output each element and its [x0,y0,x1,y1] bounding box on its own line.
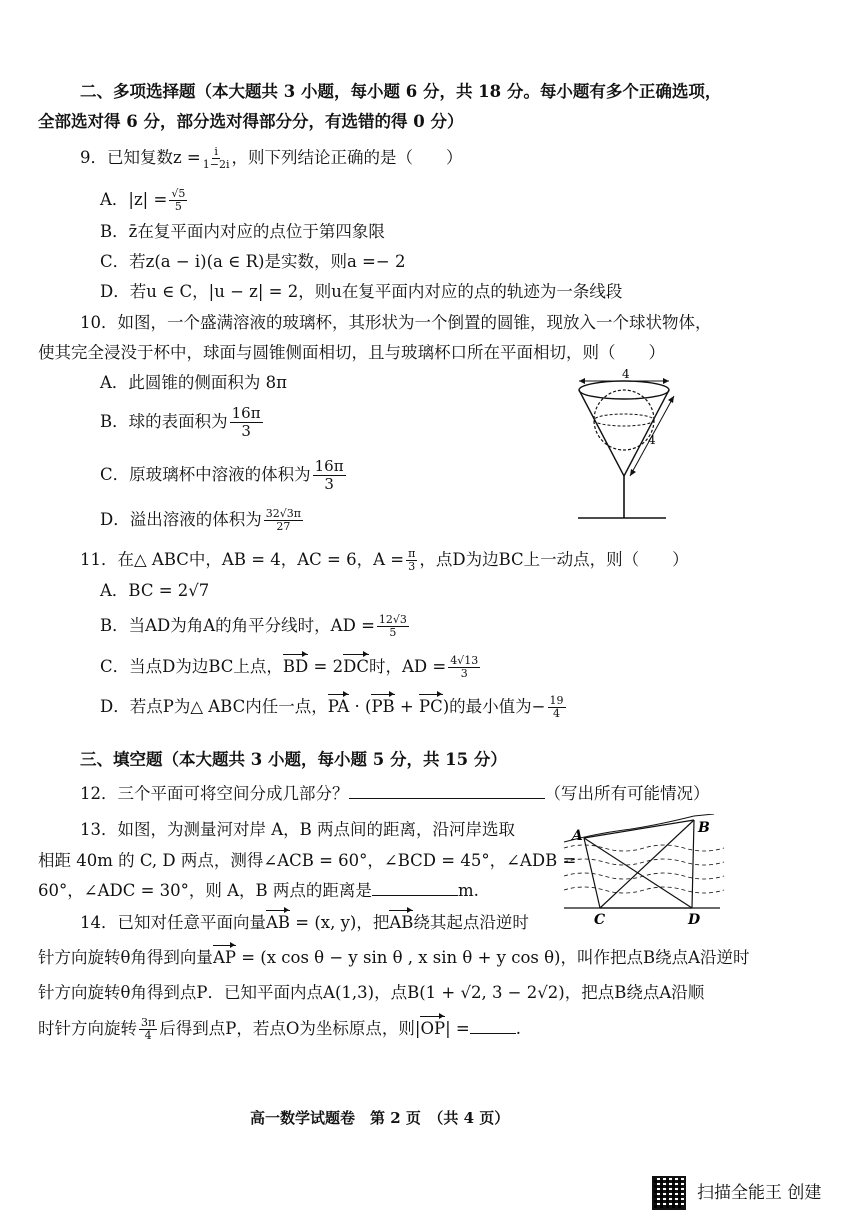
point-a-label: A [572,828,583,844]
q14-l4-eq: | = [445,1019,470,1038]
q10-c-text: C．原玻璃杯中溶液的体积为 [100,465,311,484]
q11-b-den: 5 [389,626,397,639]
q10-c-num: 16π [314,457,344,475]
q14-l1-text: 14．已知对任意平面向量 [80,913,266,932]
vector-ab: AB [266,913,291,932]
q10-d-den: 27 [276,520,291,533]
q9-a-num: √5 [171,187,186,200]
q10-d-num: 32√3π [265,507,301,520]
q9-stem [80,146,463,171]
q14-l1-mid: = (x, y)，把 [290,913,390,932]
q11-c-text: C．当点D为边BC上点， [100,657,283,676]
q9-option-c: C．若z(a − i)(a ∈ R)是实数，则a =− 2 [100,252,406,271]
q14-line2 [38,948,750,968]
q10-c-den: 3 [324,475,334,493]
q11-d-plus: + [394,697,419,716]
cone-left-side [579,390,624,476]
q9-frac-num: i [214,145,218,158]
q11-b-text: B．当AD为角A的角平分线时，AD = [100,616,375,635]
q11-d-close: )的最小值为− [442,697,546,716]
q11-stem-tail: ，点D为边BC上一动点，则（ ） [419,550,689,569]
point-d-label: D [688,912,701,928]
q12-stem-text: 12．三个平面可将空间分成几部分？ [80,784,349,803]
q14-line1 [80,913,529,933]
q14-line4 [38,1017,521,1042]
vector-ab-2: AB [389,913,414,932]
q11-option-d [100,695,568,720]
q10-d-text: D．溢出溶液的体积为 [100,510,262,529]
q11-c-suffix: 时，AD = [368,657,447,676]
section3-header: 三、填空题（本大题共 3 小题，每小题 5 分，共 15 分） [80,750,507,769]
q10-option-b [100,405,265,440]
top-dimension-label: 4 [622,368,630,381]
q9-option-d: D．若u ∈ C，|u − z| = 2，则u在复平面内对应的点的轨迹为一条线段 [100,282,623,301]
q14-l2-text: 针方向旋转θ角得到向量 [38,948,213,967]
river-figure [560,814,728,930]
q11-stem [80,548,689,573]
vector-pb: PB [371,697,395,716]
q10-option-a: A．此圆锥的侧面积为 8π [100,373,288,392]
q10-stem-line2: 使其完全浸没于杯中，球面与圆锥侧面相切，且与玻璃杯口所在平面相切，则（ ） [38,343,665,362]
page-footer: 高一数学试题卷 第 2 页 （共 4 页） [250,1109,510,1127]
point-b-label: B [698,820,710,836]
q9-stem-tail: ，则下列结论正确的是（ ） [231,148,463,167]
scanner-watermark: 扫描全能王 创建 [697,1183,822,1203]
vector-bd: BD [282,657,309,676]
q11-stem-den: 3 [408,560,416,573]
q11-c-mid: = 2 [308,657,344,676]
sphere-equator [594,414,654,426]
q14-line3: 针方向旋转θ角得到点P．已知平面内点A(1,3)，点B(1 + √2, 3 − 2√2)，把点B绕点A沿顺 [38,983,705,1002]
q14-l4-den: 4 [144,1029,152,1042]
q14-l4-num: 3π [141,1016,156,1029]
q10-stem-line1: 10．如图，一个盛满溶液的玻璃杯，其形状为一个倒置的圆锥，现放入一个球状物体， [80,313,712,332]
q11-stem-text: 11．在△ ABC中，AB = 4，AC = 6，A = [80,550,405,569]
section2-header-line2: 全部选对得 6 分，部分选对得部分分，有选错的得 0 分） [38,112,464,131]
vector-op: OP [420,1019,446,1038]
q11-c-num: 4√13 [450,654,479,667]
q9-a-text: A．|z| = [100,190,168,209]
vector-dc: DC [343,657,369,676]
river-waves [564,845,724,893]
q11-b-num: 12√3 [378,613,407,626]
vector-ap: AP [212,948,236,967]
q13-line3-unit: m. [457,881,479,900]
q9-stem-text: 9．已知复数z = [80,148,201,167]
q9-option-b: B．z̄在复平面内对应的点位于第四象限 [100,222,385,241]
cone-glass-figure [570,368,680,526]
q11-d-num: 19 [549,694,564,707]
q11-d-dot: · ( [349,697,372,716]
q14-l4-mid: 后得到点P，若点O为坐标原点，则| [159,1019,421,1038]
q14-l4-end: . [515,1019,521,1038]
q14-answer-blank[interactable] [470,1033,516,1034]
q12-answer-blank[interactable] [349,798,545,799]
q13-line2: 相距 40m 的 C, D 两点，测得∠ACB = 60°，∠BCD = 45°，∠ADB = [38,851,577,870]
q12-stem [80,784,710,804]
q13-answer-blank[interactable] [372,895,458,896]
vector-pc: PC [419,697,443,716]
triangulation-lines [584,820,694,908]
q11-option-b [100,614,411,639]
q14-l2-tail: = (x cos θ − y sin θ , x sin θ + y cos θ)，叫作把点B绕点A沿逆时 [235,948,750,967]
q9-frac-den: 1−2i [202,158,230,171]
q11-d-text: D．若点P为△ ABC内任一点， [100,697,328,716]
q10-b-den: 3 [241,422,251,440]
section2-header-line1: 二、多项选择题（本大题共 3 小题，每小题 6 分，共 18 分。每小题有多个正确选项， [80,82,722,101]
q10-b-num: 16π [231,404,261,422]
q9-a-den: 5 [174,200,182,213]
q13-line3-text: 60°，∠ADC = 30°，则 A，B 两点的距离是 [38,881,372,900]
q11-option-a: A．BC = 2√7 [100,581,210,600]
q9-option-a [100,188,189,213]
q12-suffix: （写出所有可能情况） [544,784,710,803]
point-c-label: C [594,912,606,928]
q13-line3 [38,881,479,901]
vector-pa: PA [327,697,350,716]
q11-d-den: 4 [553,707,560,720]
qr-code-icon [652,1176,686,1210]
side-dimension-label: 4 [648,433,656,447]
q11-stem-num: π [408,547,416,560]
q11-c-den: 3 [460,667,468,680]
q13-line1: 13．如图，为测量河对岸 A，B 两点间的距离，沿河岸选取 [80,820,516,839]
q14-l4-text: 时针方向旋转 [38,1019,137,1038]
cone-right-side [624,390,669,476]
q10-b-text: B．球的表面积为 [100,412,228,431]
q10-option-c [100,458,348,493]
q11-option-c [100,655,482,680]
q14-l1-tail: 绕其起点沿逆时 [413,913,529,932]
q10-option-d [100,508,305,533]
